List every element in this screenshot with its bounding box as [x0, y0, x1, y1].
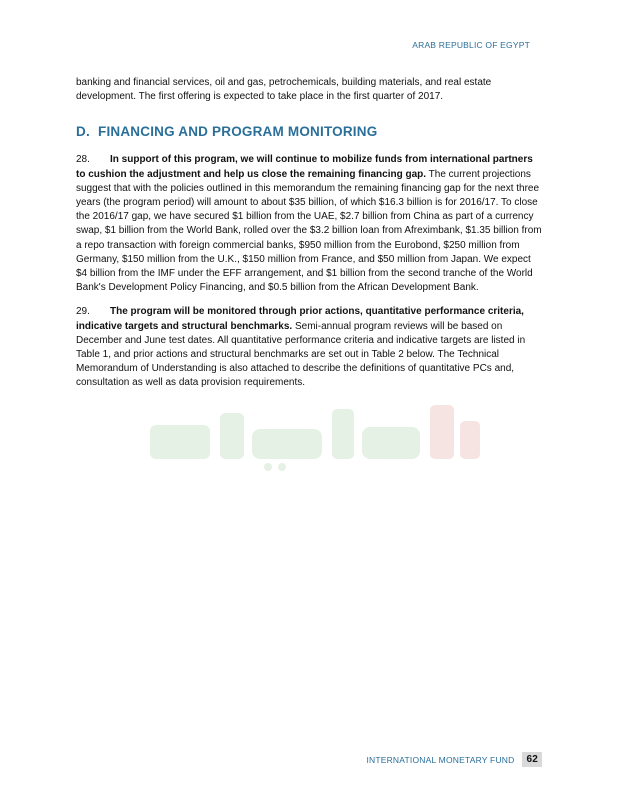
paragraph-number: 28.: [76, 154, 90, 166]
paragraph-lead: The program will be monitored through prior actions, quantitative performance criteria, indicative targets and structural benchmarks.: [76, 306, 524, 332]
watermark-logo: [140, 395, 490, 475]
paragraph-number: 29.: [76, 306, 90, 318]
running-header: ARAB REPUBLIC OF EGYPT: [412, 40, 530, 50]
document-body: [76, 76, 544, 391]
footer-organization: INTERNATIONAL MONETARY FUND: [366, 754, 515, 765]
paragraph-body: The current projections suggest that with the policies outlined in this memorandum the remaining financing gap for the next three years (the program period) will amount to about $35 billion, of which $16.3 billion is for 2016/17. To close the 2016/17 gap, we have secured $1 billion from the UAE, $2.7 billion from China as part of a currency swap, $1 billion from the World Bank, rolled over the $3.2 billion loan from Afreximbank, $1.35 billion from a repo transaction with foreign commercial banks, $950 million from the Eurobond, $250 million from Germany, $150 million from the U.K., $150 million from France, and $50 million from Japan. We expect $4 billion from the IMF under the EFF arrangement, and $1 billion from the second tranche of the World Bank's Development Policy Financing, and $0.5 billion from the African Development Bank.: [76, 168, 542, 294]
paragraph-body: Semi-annual program reviews will be based on December and June test dates. All quantitative performance criteria and indicative targets are listed in Table 1, and prior actions and structural benchmarks are set out in Table 2 below. The Technical Memorandum of Understanding is also attached to describe the definitions of quantitative PCs and, consultation as well as data provision requirements.: [76, 320, 526, 389]
page-footer: [366, 752, 542, 767]
paragraph-lead: In support of this program, we will continue to mobilize funds from international partners to cushion the adjustment and help us close the remaining financing gap.: [76, 154, 533, 180]
paragraph-28: [76, 153, 544, 295]
section-heading: [76, 124, 544, 139]
intro-paragraph: banking and financial services, oil and gas, petrochemicals, building materials, and real estate development. The first offering is expected to take place in the first quarter of 2017.: [76, 77, 492, 103]
section-title: FINANCING AND PROGRAM MONITORING: [98, 124, 378, 140]
section-letter: D.: [76, 124, 90, 140]
page-number: 62: [522, 752, 542, 767]
paragraph-29: [76, 305, 544, 390]
